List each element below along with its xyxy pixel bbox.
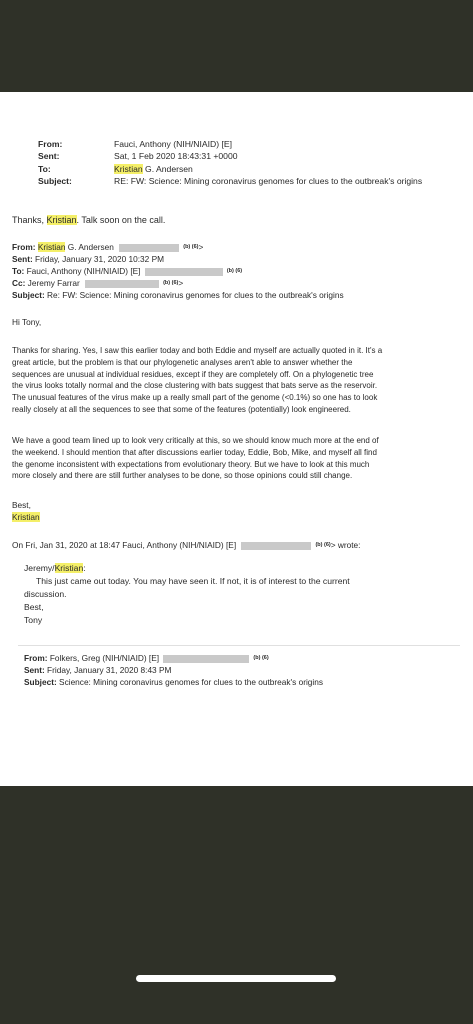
quoted1-from bbox=[12, 242, 203, 254]
salutation-a: Jeremy/ bbox=[24, 563, 55, 573]
header-from-row bbox=[38, 138, 422, 150]
redaction-box bbox=[145, 268, 223, 276]
header-sent-row bbox=[38, 150, 422, 162]
header-sent-label: Sent: bbox=[38, 151, 60, 162]
reply-rest: . Talk soon on the call. bbox=[76, 215, 166, 225]
quoted1-subject bbox=[12, 290, 344, 302]
quoted1-subject-value: Re: FW: Science: Mining coronavirus genomes for clues to the outbreak's origins bbox=[44, 290, 344, 300]
redaction-tag: (b) (6) bbox=[163, 280, 179, 286]
quoted1-from-suffix: > bbox=[198, 242, 204, 253]
redaction-box bbox=[241, 542, 311, 550]
paragraph-line: the weekend. I should mention that after discussions earlier today, Eddie, Bob, Mike, and myself all find bbox=[12, 447, 377, 457]
quoted3-subject-label: Subject: bbox=[24, 677, 57, 687]
header-from-value: Fauci, Anthony (NIH/NIAID) [E] bbox=[114, 139, 232, 149]
quoted3-from bbox=[24, 653, 269, 665]
quoted2-line1: This just came out today. You may have seen it. If not, it is of interest to the current bbox=[36, 576, 350, 586]
body-greeting: Hi Tony, bbox=[12, 317, 42, 327]
top-dark-bar bbox=[0, 0, 473, 92]
header-subject-label: Subject: bbox=[38, 176, 72, 187]
quoted2-intro-text: On Fri, Jan 31, 2020 at 18:47 Fauci, Anthony (NIH/NIAID) [E] bbox=[12, 540, 237, 551]
quoted3-from-value: Folkers, Greg (NIH/NIAID) [E] bbox=[47, 653, 160, 664]
quoted1-cc-suffix: > bbox=[178, 278, 184, 289]
bottom-dark-bar bbox=[0, 786, 473, 1024]
email-header bbox=[38, 138, 422, 188]
body-signoff: Best, bbox=[12, 500, 31, 510]
header-to-label: To: bbox=[38, 163, 51, 174]
quoted2-salutation bbox=[24, 563, 86, 575]
quoted2-intro-suffix: > wrote: bbox=[330, 540, 361, 551]
quoted3-sent-value: Friday, January 31, 2020 8:43 PM bbox=[44, 665, 172, 675]
paragraph-line: Thanks for sharing. Yes, I saw this earlier today and both Eddie and myself are actually quoted in it. It's a bbox=[12, 346, 383, 355]
divider-line bbox=[18, 645, 460, 646]
header-to-highlight: Kristian bbox=[114, 163, 143, 174]
redaction-tag: (b) (6) bbox=[253, 655, 269, 661]
paragraph-line: The unusual features of the virus make up a really small part of the genome (<0.1%) so one has to look bbox=[12, 393, 378, 403]
quoted1-cc-label: Cc: bbox=[12, 278, 26, 289]
redaction-tag: (b) (6) bbox=[183, 244, 199, 250]
signature-highlight: Kristian bbox=[12, 512, 40, 522]
redaction-tag: (b) (6) bbox=[315, 542, 331, 548]
quoted3-subject bbox=[24, 677, 323, 689]
quoted2-best: Best, bbox=[24, 602, 44, 612]
header-to-row bbox=[38, 163, 422, 175]
paragraph-line: great article, but the problem is that our phylogenetic analyses aren't able to answer whether the bbox=[12, 357, 353, 367]
redaction-box bbox=[85, 280, 159, 288]
quoted1-sent-value: Friday, January 31, 2020 10:32 PM bbox=[32, 254, 165, 264]
paragraph-line: We have a good team lined up to look very critically at this, so we should know much more at the end of bbox=[12, 436, 379, 445]
quoted3-sent bbox=[24, 665, 171, 677]
header-subject-row bbox=[38, 175, 422, 187]
quoted1-cc-value: Jeremy Farrar bbox=[25, 278, 80, 289]
paragraph-line: the virus looks totally normal and the close clustering with bats suggest that bats serve as the reservoir. bbox=[12, 381, 378, 391]
quoted1-cc bbox=[12, 278, 183, 290]
email-document bbox=[0, 92, 473, 786]
paragraph-line: sequences are unusual at individual residues, except if they are completely off. On a phylogenetic tree bbox=[12, 369, 374, 379]
reply-name-highlight: Kristian bbox=[46, 215, 77, 225]
body-signature bbox=[12, 512, 40, 524]
reply-thanks: Thanks, bbox=[12, 215, 47, 225]
quoted1-sent bbox=[12, 254, 164, 266]
quoted1-from-label: From: bbox=[12, 242, 38, 253]
body-paragraph-1 bbox=[12, 345, 460, 416]
header-subject-value: RE: FW: Science: Mining coronavirus genomes for clues to the outbreak's origins bbox=[114, 176, 423, 187]
salutation-b: : bbox=[83, 563, 86, 573]
quoted1-to-value: Fauci, Anthony (NIH/NIAID) [E] bbox=[24, 266, 141, 277]
quoted2-name: Tony bbox=[24, 615, 43, 625]
quoted3-sent-label: Sent: bbox=[24, 665, 45, 675]
quoted3-subject-value: Science: Mining coronavirus genomes for clues to the outbreak's origins bbox=[56, 677, 324, 687]
quoted2-line2: discussion. bbox=[24, 589, 67, 599]
redaction-box bbox=[163, 655, 249, 663]
quoted1-to-label: To: bbox=[12, 266, 25, 277]
header-to-rest: G. Andersen bbox=[142, 163, 193, 174]
quoted1-subject-label: Subject: bbox=[12, 290, 45, 300]
home-indicator[interactable] bbox=[136, 975, 336, 982]
salutation-highlight: Kristian bbox=[54, 563, 84, 573]
quoted1-sent-label: Sent: bbox=[12, 254, 33, 264]
quoted2-intro bbox=[12, 540, 360, 552]
paragraph-line: more closely and there are still further analyses to be done, so those opinions could still change. bbox=[12, 471, 353, 481]
quoted1-from-highlight: Kristian bbox=[37, 242, 66, 253]
header-sent-value: Sat, 1 Feb 2020 18:43:31 +0000 bbox=[114, 151, 238, 162]
quoted1-to bbox=[12, 266, 242, 278]
quoted1-from-rest: G. Andersen bbox=[65, 242, 114, 253]
paragraph-line: the genome inconsistent with expectations from evolutionary theory. But we have to look at this much bbox=[12, 459, 370, 469]
redaction-tag: (b) (6) bbox=[226, 268, 243, 274]
reply-line bbox=[12, 215, 165, 227]
header-from-label: From: bbox=[38, 139, 63, 149]
body-paragraph-2 bbox=[12, 435, 460, 482]
redaction-box bbox=[119, 244, 179, 252]
paragraph-line: really closely at all the sequences to see that some of the features (potentially) look engineered. bbox=[12, 404, 351, 414]
quoted3-from-label: From: bbox=[24, 653, 48, 664]
